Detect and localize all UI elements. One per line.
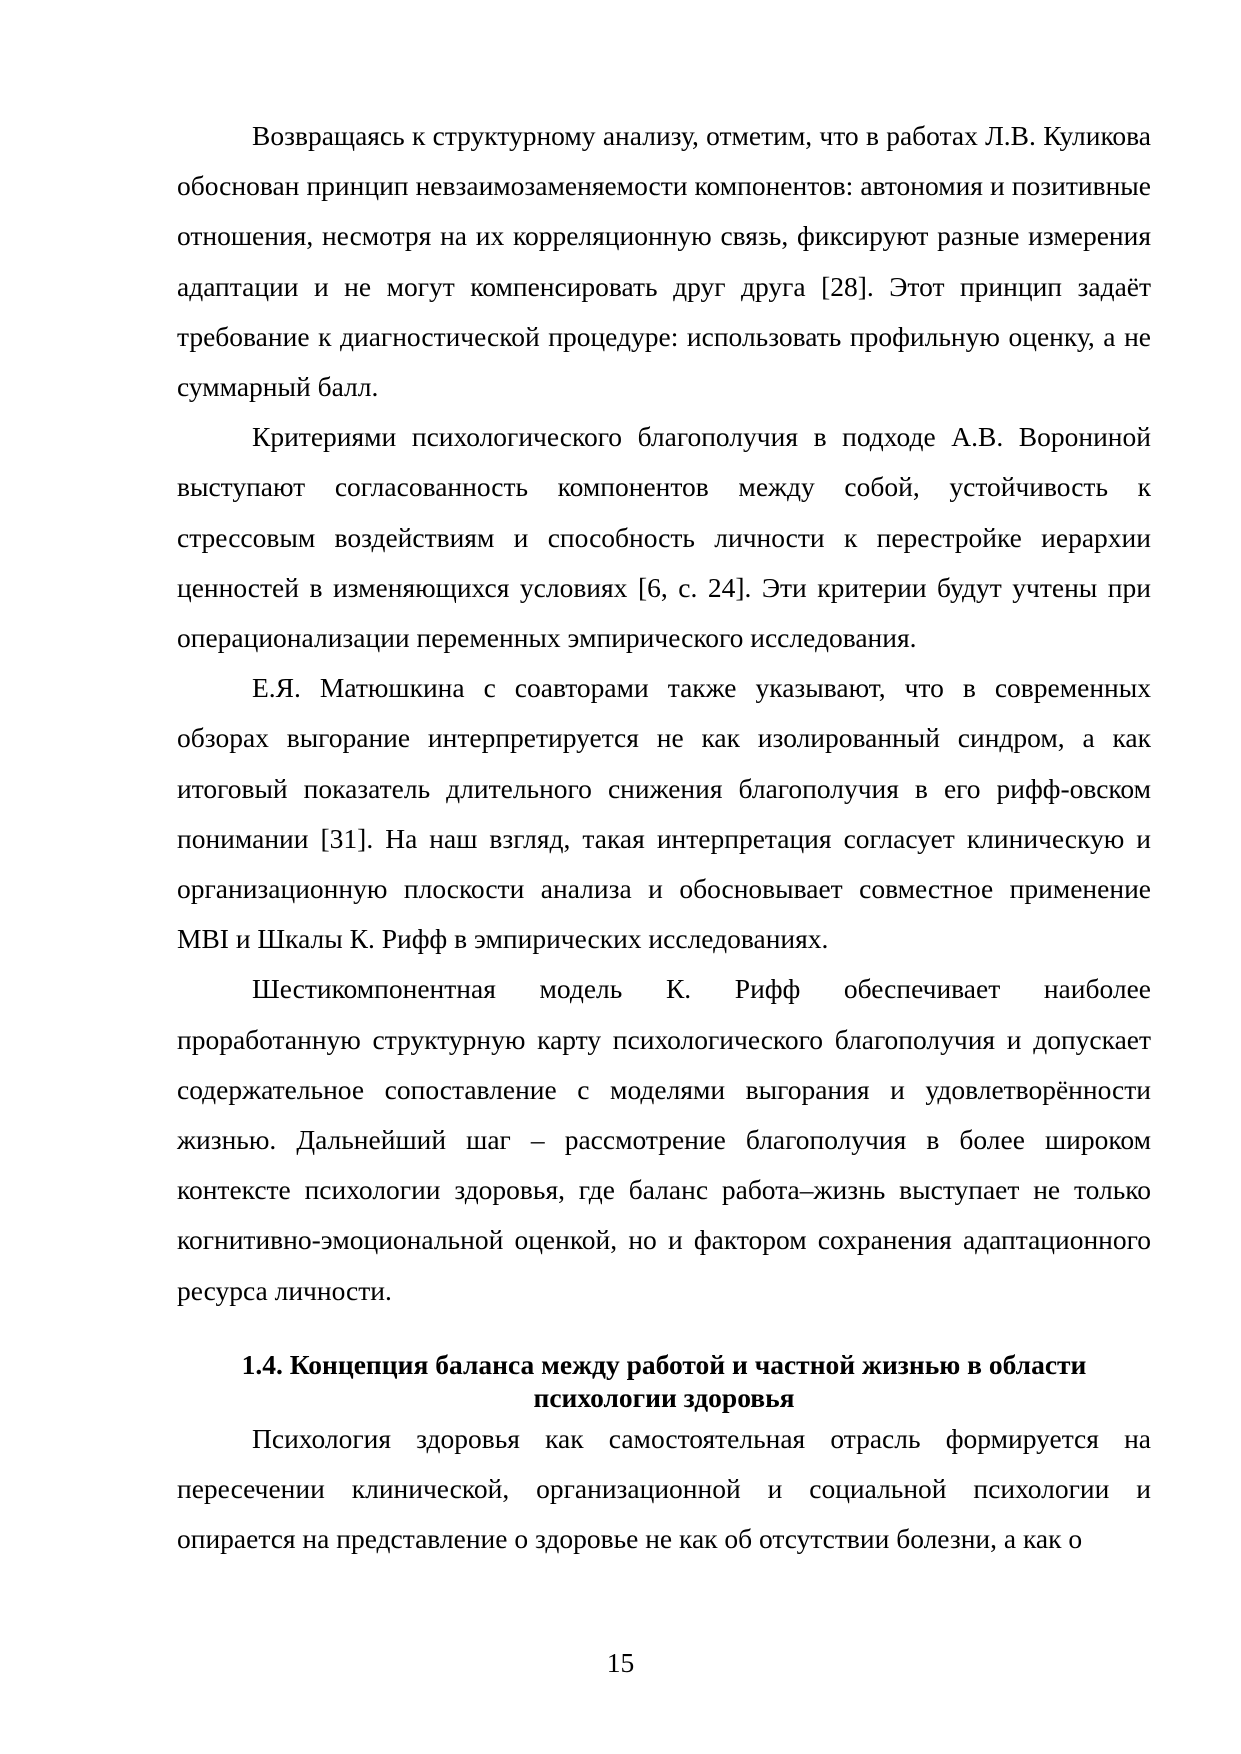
section-heading-line-2: психологии здоровья: [533, 1381, 795, 1413]
paragraph-voronina-criteria: Критериями психологического благополучия в подходе А.В. Ворониной выступают согласованность компонентов между собой, устойчивость к стрессовым воздействиям и способность личности к перестройке иерархии ценностей в изменяющихся условиях [6, с. 24]. Эти критерии будут учтены при операционализации переменных эмпирического исследования.: [177, 421, 1151, 654]
page-number: 15: [606, 1647, 635, 1678]
body-text: [177, 111, 1151, 1564]
paragraph-matyushkina-burnout: Е.Я. Матюшкина с соавторами также указывают, что в современных обзорах выгорание интерпретируется не как изолированный синдром, а как итоговый показатель длительного снижения благополучия в его рифф-овском понимании [31]. На наш взгляд, такая интерпретация согласует клиническую и организационную плоскости анализа и обосновывает совместное применение MBI и Шкалы К. Рифф в эмпирических исследованиях.: [177, 672, 1151, 955]
paragraph-ryff-model: Шестикомпонентная модель К. Рифф обеспечивает наиболее проработанную структурную карту психологического благополучия и допускает содержательное сопоставление с моделями выгорания и удовлетворённости жизнью. Дальнейший шаг – рассмотрение благополучия в более широком контексте психологии здоровья, где баланс работа–жизнь выступает не только когнитивно-эмоциональной оценкой, но и фактором сохранения адаптационного ресурса личности.: [177, 973, 1151, 1306]
paragraph-structural-analysis: Возвращаясь к структурному анализу, отметим, что в работах Л.В. Куликова обоснован принцип невзаимозаменяемости компонентов: автономия и позитивные отношения, несмотря на их корреляционную связь, фиксируют разные измерения адаптации и не могут компенсировать друг друга [28]. Этот принцип задаёт требование к диагностической процедуре: использовать профильную оценку, а не суммарный балл.: [177, 120, 1151, 403]
paragraph-health-psychology: Психология здоровья как самостоятельная отрасль формируется на пересечении клинической, организационной и социальной психологии и опирается на представление о здоровье не как об отсутствии болезни, а как о: [177, 1422, 1151, 1555]
section-heading-line-1: 1.4. Концепция баланса между работой и частной жизнью в области: [241, 1348, 1087, 1380]
section-heading: [177, 1348, 1151, 1414]
